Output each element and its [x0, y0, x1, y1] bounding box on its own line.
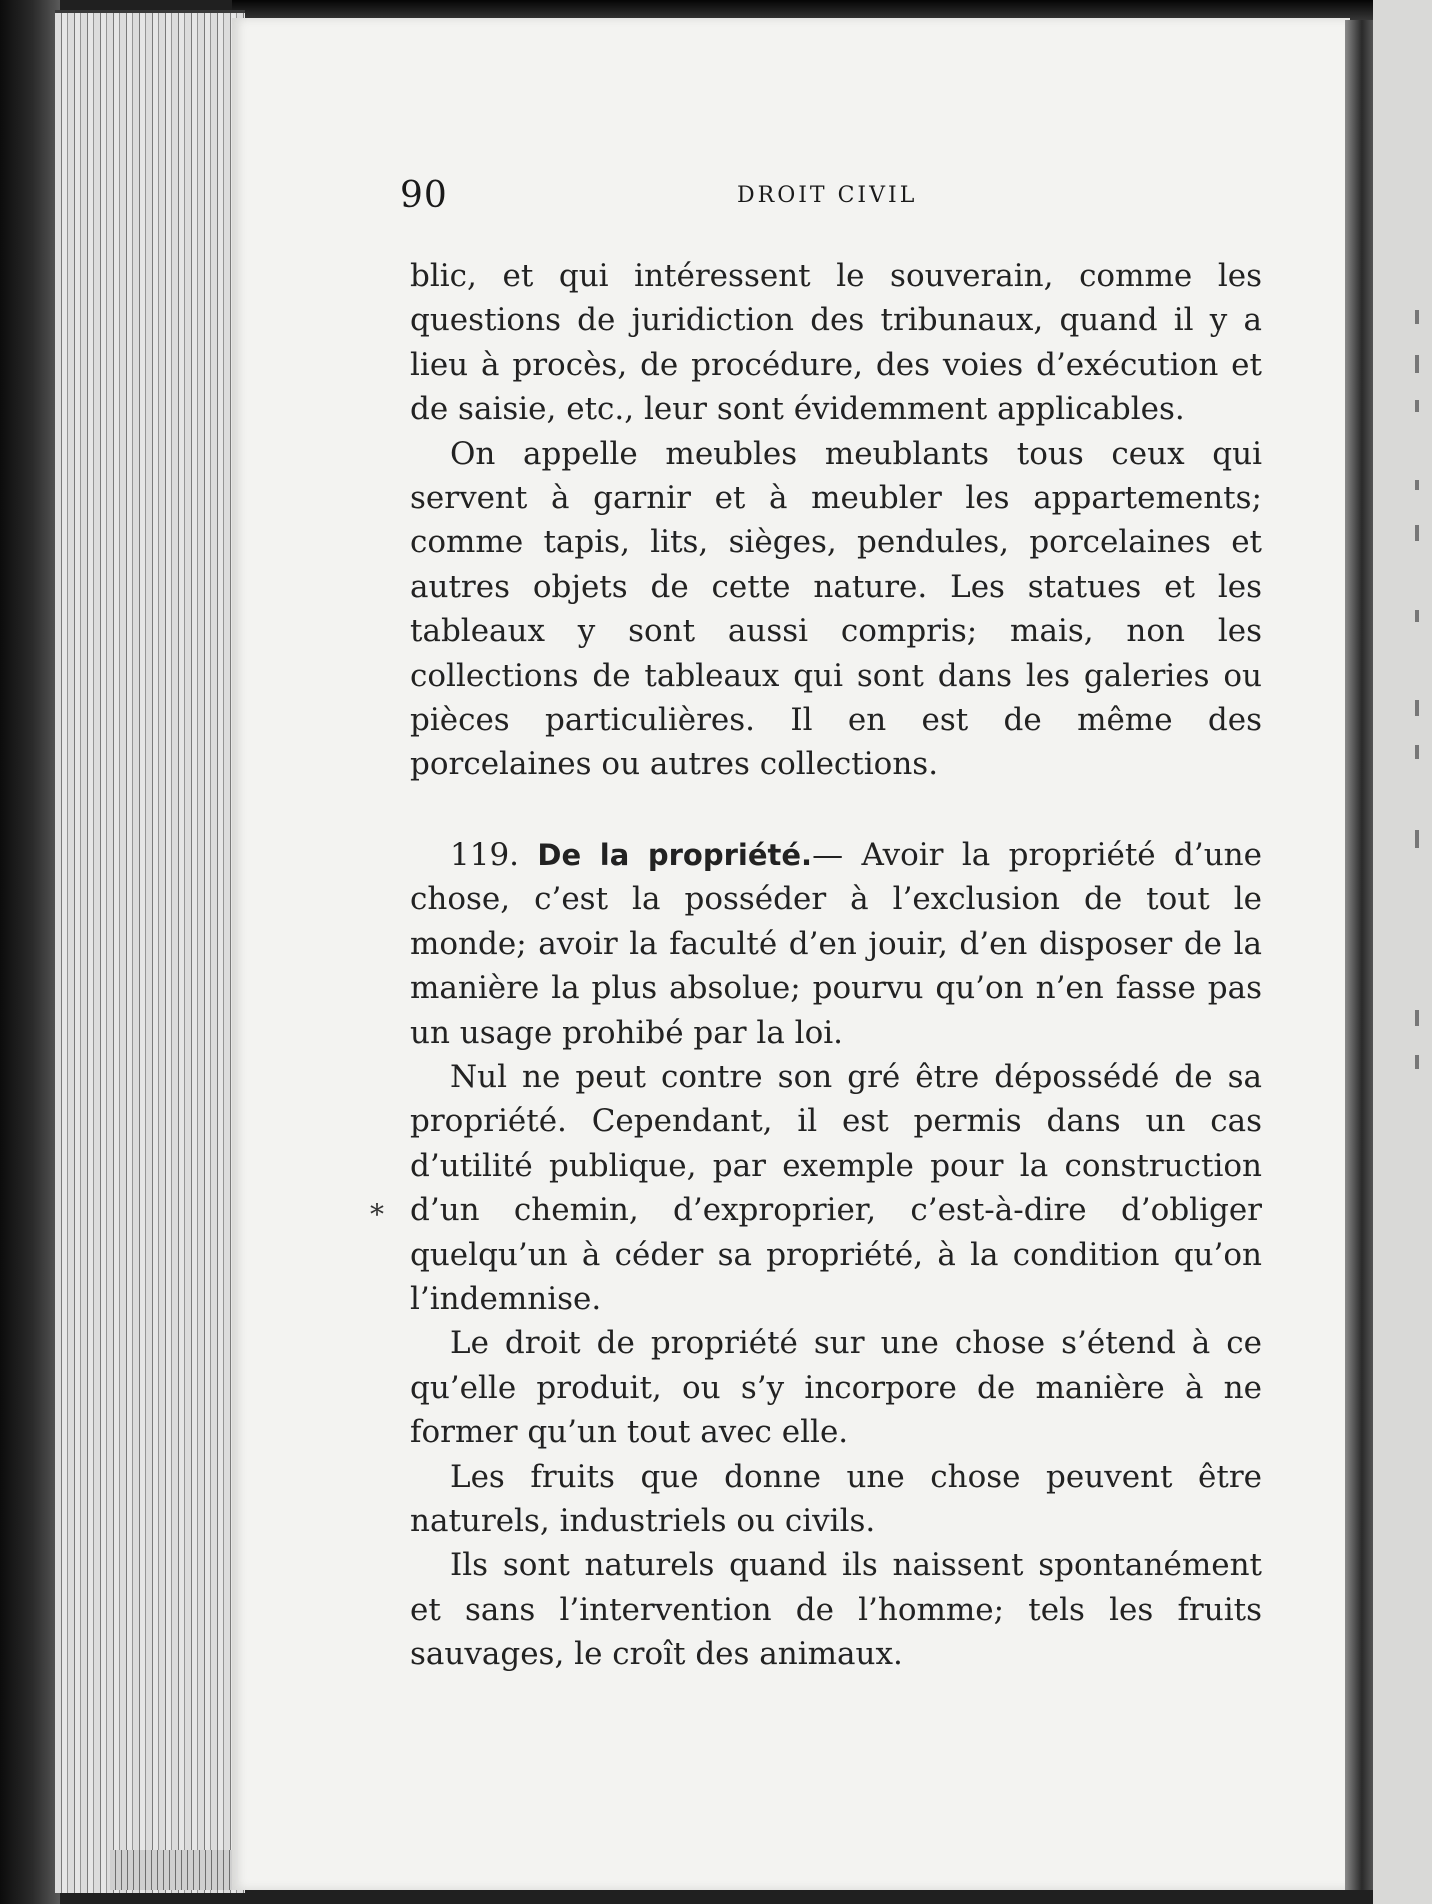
- section-119: [410, 833, 1262, 1055]
- section-title: De la propriété.: [537, 837, 813, 872]
- next-page-edge: [1373, 0, 1432, 1904]
- page-number: 90: [400, 175, 448, 216]
- paragraph-continued: blic, et qui intéressent le souverain, comme les questions de juridiction des tribunaux, quand il y a lieu à procès, de procédure, des voies d’exécution et de saisie, etc., leur sont évidemment applicables.: [410, 258, 1262, 428]
- paragraph-expropriation: Nul ne peut contre son gré être dépossédé de sa propriété. Cependant, il est permis dans un cas d’utilité publique, par exemple pour la construction d’un chemin, d’exproprier, c’est-à-dire d’obliger quelqu’un à céder sa propriété, à la condition qu’on l’indemnise.: [410, 1058, 1262, 1317]
- section-text: — Avoir la propriété d’une chose, c’est la posséder à l’exclusion de tout le monde; avoir la faculté d’en jouir, d’en disposer de la manière la plus absolue; pourvu qu’on n’en fasse pas un usage prohibé par la loi.: [410, 836, 1262, 1051]
- paragraph-fruits: Les fruits que donne une chose peuvent être naturels, industriels ou civils.: [410, 1458, 1262, 1539]
- section-number: 119.: [450, 836, 520, 873]
- page-edges: [55, 10, 245, 1893]
- paragraph-droit-propriete: Le droit de propriété sur une chose s’étend à ce qu’elle produit, ou s’y incorpore de manière à ne former qu’un tout avec elle.: [410, 1325, 1262, 1451]
- book-binding: [0, 0, 60, 1904]
- running-head: [400, 175, 1270, 215]
- margin-mark: *: [370, 1198, 384, 1231]
- running-title: DROIT CIVIL: [737, 183, 918, 208]
- page-gutter: [1345, 20, 1373, 1890]
- paragraph-meubles: On appelle meubles meublants tous ceux qui servent à garnir et à meubler les appartements; comme tapis, lits, sièges, pendules, porcelaines et autres objets de cette nature. Les statues et les tableaux y sont aussi compris; mais, non les collections de tableaux qui sont dans les galeries ou pièces particulières. Il en est de même des porcelaines ou autres collections.: [410, 435, 1262, 783]
- paragraph-fruits-naturels: Ils sont naturels quand ils naissent spontanément et sans l’intervention de l’homme; tels les fruits sauvages, le croît des animaux.: [410, 1547, 1262, 1673]
- body-text: [410, 254, 1262, 1677]
